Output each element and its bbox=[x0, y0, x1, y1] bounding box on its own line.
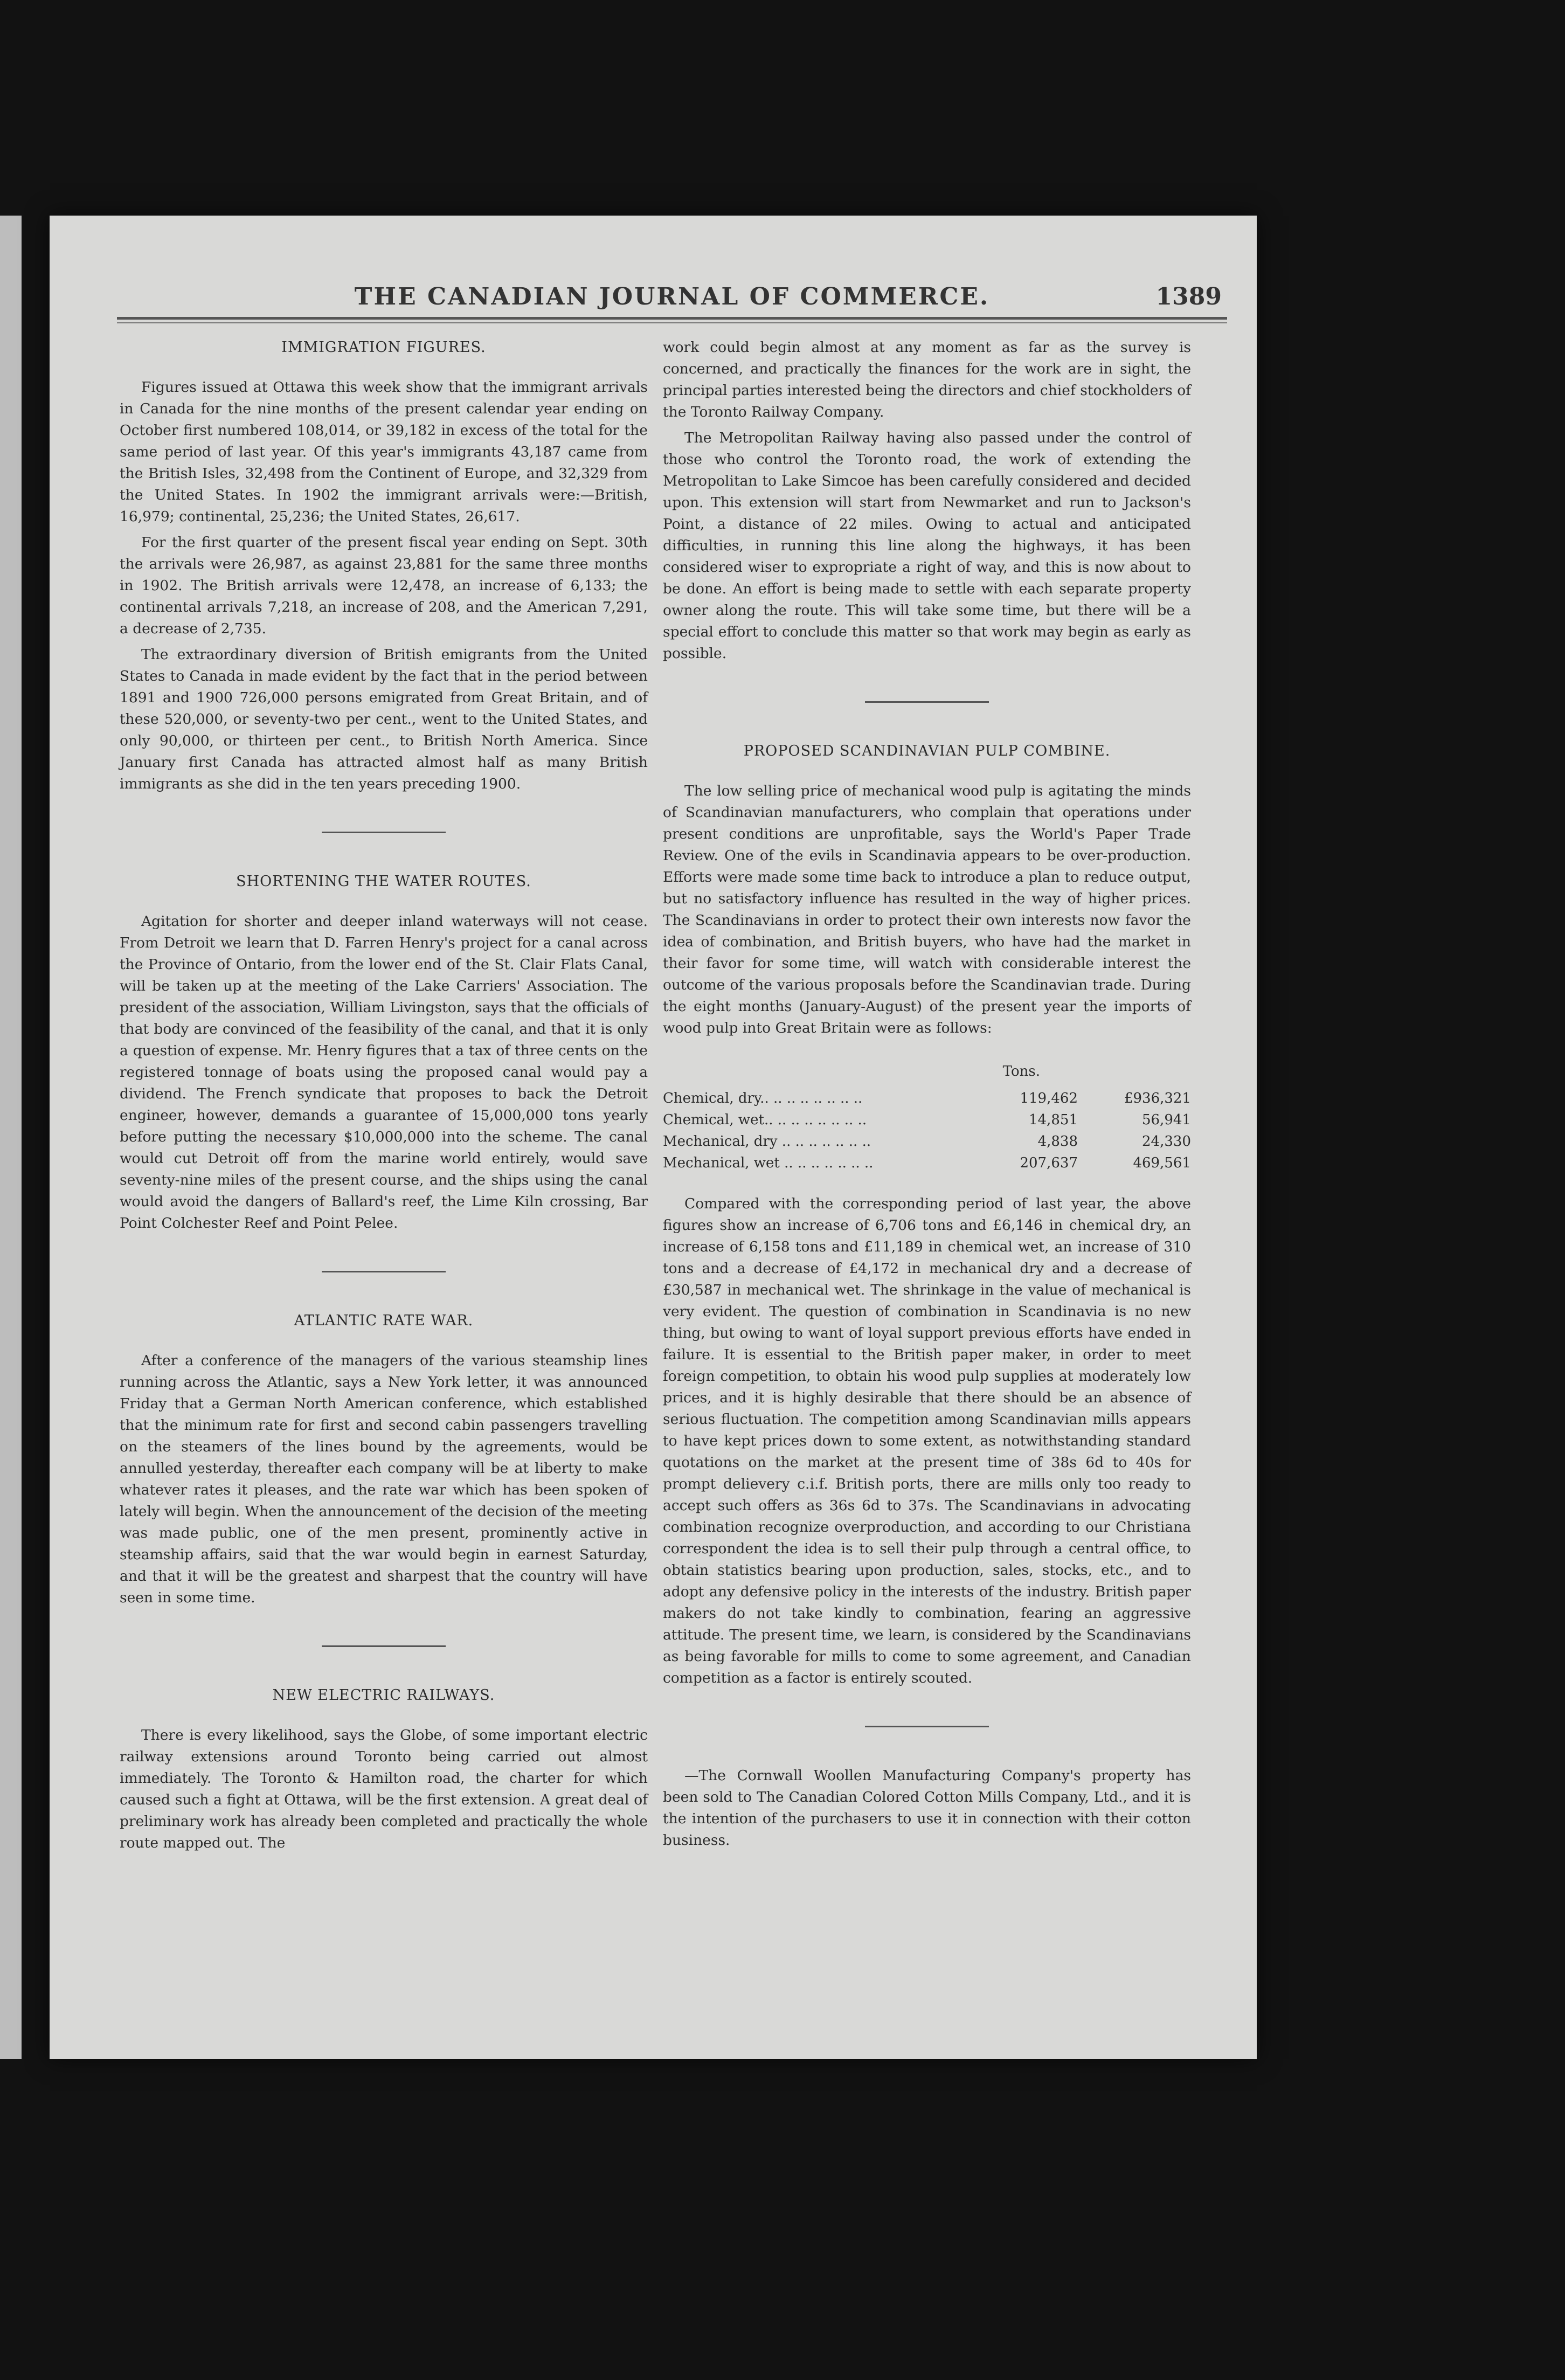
section-divider bbox=[865, 1726, 989, 1727]
left-column bbox=[120, 337, 648, 1854]
pulp-imports-table bbox=[663, 1088, 1191, 1174]
article-paragraph: Agitation for shorter and deeper inland waterways will not cease. From Detroit we learn that D. Farren Henry's project for a canal across the Province of Ontario, from the lower end of the St. Clair Flats Canal, will be taken up at the meeting of the Lake Carriers' Association. The president of the association, William Livingston, says that the officials of that body are convinced of the feasibility of the canal, and that it is only a question of expense. Mr. Henry figures that a tax of three cents on the registered tonnage of boats using the proposed canal would pay a dividend. The French syndicate that proposes to back the Detroit engineer, however, demands a guarantee of 15,000,000 tons yearly before putting the necessary $10,000,000 into the scheme. The canal would cut Detroit off from the marine world entirely, would save seventy-nine miles of the present course, and the ships using the canal would avoid the dangers of Ballard's reef, the Lime Kiln crossing, Bar Point Colchester Reef and Point Pelee. bbox=[120, 913, 648, 1231]
row-label: Mechanical, dry .. .. .. .. .. .. .. bbox=[663, 1133, 871, 1150]
right-column bbox=[663, 337, 1191, 1851]
section-title-atlantic: ATLANTIC RATE WAR. bbox=[294, 1312, 474, 1329]
row-label: Chemical, dry.. .. .. .. .. .. .. .. bbox=[663, 1090, 863, 1106]
table-row bbox=[663, 1131, 1191, 1152]
row-tons: 14,851 bbox=[1029, 1112, 1078, 1128]
article-paragraph: The Metropolitan Railway having also passed under the control of those who control the Toronto road, the work of extending the Metropolitan to Lake Simcoe has been carefully considered and decided upon. This extension will start from Newmarket and run to Jackson's Point, a distance of 22 miles. Owing to actual and anticipated difficulties, in running this line along the highways, it has been considered wiser to expropriate a right of way, and this is now about to be done. An effort is being made to settle with each separate property owner along the route. This will take some time, but there will be a special effort to conclude this matter so that work may begin as early as possible. bbox=[663, 430, 1191, 662]
page-number: 1389 bbox=[1155, 283, 1222, 310]
article-paragraph: There is every likelihood, says the Globe, of some important electric railway extensions around Toronto being carried out almost immediately. The Toronto & Hamilton road, the charter for which caused such a fight at Ottawa, will be the first extension. A great deal of preliminary work has already been completed and practically the whole route mapped out. The bbox=[120, 1727, 648, 1851]
article-paragraph: For the first quarter of the present fiscal year ending on Sept. 30th the arrivals were 26,987, as against 23,881 for the same three months in 1902. The British arrivals were 12,478, an increase of 6,133; the continental arrivals 7,218, an increase of 208, and the American 7,291, a decrease of 2,735. bbox=[120, 534, 648, 637]
article-paragraph: work could begin almost at any moment as far as the survey is concerned, and practically the finances for the work are in sight, the principal parties interested being the directors and chief stockholders of the Toronto Railway Company. bbox=[663, 339, 1191, 420]
row-value: 24,330 bbox=[1142, 1133, 1191, 1150]
page-header bbox=[122, 283, 1222, 315]
section-title-electric: NEW ELECTRIC RAILWAYS. bbox=[272, 1687, 495, 1704]
article-paragraph: Figures issued at Ottawa this week show that the immigrant arrivals in Canada for the nine months of the present calendar year ending on October first numbered 108,014, or 39,182 in excess of the total for the same period of last year. Of this year's immigrants 43,187 came from the British Isles, 32,498 from the Continent of Europe, and 32,329 from the United States. In 1902 the immigrant arrivals were:—British, 16,979; continental, 25,236; the United States, 26,617. bbox=[120, 379, 648, 525]
row-label: Chemical, wet.. .. .. .. .. .. .. .. bbox=[663, 1112, 867, 1128]
header-rule bbox=[117, 317, 1227, 320]
news-notice: —The Cornwall Woollen Manufacturing Company's property has been sold to The Canadian Colored Cotton Mills Company, Ltd., and it is the intention of the purchasers to use it in connection with their cotton business. bbox=[663, 1767, 1191, 1849]
section-divider bbox=[865, 701, 989, 703]
header-rule-thin bbox=[117, 322, 1227, 323]
row-tons: 207,637 bbox=[1020, 1155, 1078, 1171]
section-divider bbox=[322, 832, 446, 833]
row-value: 469,561 bbox=[1133, 1155, 1191, 1171]
table-header-tons: Tons. bbox=[1002, 1063, 1040, 1080]
section-divider bbox=[322, 1645, 446, 1647]
section-title-immigration: IMMIGRATION FIGURES. bbox=[281, 339, 486, 356]
table-row bbox=[663, 1109, 1191, 1131]
article-paragraph: The low selling price of mechanical wood pulp is agitating the minds of Scandinavian manufacturers, who complain that operations under present conditions are unprofitable, says the World's Paper Trade Review. One of the evils in Scandinavia appears to be over-production. Efforts were made some time back to introduce a plan to reduce output, but no satisfactory influence has resulted in the way of higher prices. The Scandinavians in order to protect their own interests now favor the idea of combination, and British buyers, who have had the market in their favor for some time, will watch with considerable interest the outcome of the various proposals before the Scandinavian trade. During the eight months (January-August) of the present year the imports of wood pulp into Great Britain were as follows: bbox=[663, 783, 1191, 1036]
newspaper-page bbox=[50, 216, 1257, 2059]
section-title-pulp: PROPOSED SCANDINAVIAN PULP COMBINE. bbox=[743, 743, 1111, 759]
section-title-water-routes: SHORTENING THE WATER ROUTES. bbox=[236, 873, 531, 890]
row-label: Mechanical, wet .. .. .. .. .. .. .. bbox=[663, 1155, 874, 1171]
row-value: 56,941 bbox=[1142, 1112, 1191, 1128]
section-divider bbox=[322, 1271, 446, 1272]
row-value: £936,321 bbox=[1124, 1090, 1191, 1106]
journal-title: THE CANADIAN JOURNAL OF COMMERCE. bbox=[354, 283, 990, 310]
table-row bbox=[663, 1088, 1191, 1109]
article-paragraph: The extraordinary diversion of British emigrants from the United States to Canada in made evident by the fact that in the period between 1891 and 1900 726,000 persons emigrated from Great Britain, and of these 520,000, or seventy-two per cent., went to the United States, and only 90,000, or thirteen per cent., to British North America. Since January first Canada has attracted almost half as many British immigrants as she did in the ten years preceding 1900. bbox=[120, 646, 648, 792]
table-row bbox=[663, 1152, 1191, 1174]
article-paragraph: Compared with the corresponding period of last year, the above figures show an increase of 6,706 tons and £6,146 in chemical dry, an increase of 6,158 tons and £11,189 in chemical wet, an increase of 310 tons and a decrease of £4,172 in mechanical dry and a decrease of £30,587 in mechanical wet. The shrinkage in the value of mechanical is very evident. The question of combination in Scandinavia is no new thing, but owing to want of loyal support previous efforts have ended in failure. It is essential to the British paper maker, in order to meet foreign competition, to obtain his wood pulp supplies at moderately low prices, and it is highly desirable that there should be an absence of serious fluctuation. The competition among Scandinavian mills appears to have kept prices down to some extent, as notwithstanding standard quotations on the market at the present time of 38s 6d to 40s for prompt delievery c.i.f. British ports, there are mills only too ready to accept such offers as 36s 6d to 37s. The Scandinavians in advocating combination recognize overproduction, and according to our Christiana correspondent the idea is to sell their pulp through a central office, to obtain statistics bearing upon production, sales, stocks, etc., and to adopt any defensive policy in the interests of the industry. British paper makers do not take kindly to combination, fearing an aggressive attitude. The present time, we learn, is considered by the Scandinavians as being favorable for mills to come to some agreement, and Canadian competition as a factor is entirely scouted. bbox=[663, 1195, 1191, 1686]
adjacent-page-edge bbox=[0, 216, 22, 2059]
row-tons: 119,462 bbox=[1020, 1090, 1078, 1106]
article-paragraph: After a conference of the managers of the various steamship lines running across the Atlantic, says a New York letter, it was announced Friday that a German North American conference, which established that the minimum rate for first and second cabin passengers travelling on the steamers of the lines bound by the agreements, would be annulled yesterday, thereafter each company will be at liberty to make whatever rates it pleases, and the rate war which has been spoken of lately will begin. When the announcement of the decision of the meeting was made public, one of the men present, prominently active in steamship affairs, said that the war would begin in earnest Saturday, and that it will be the greatest and sharpest that the country will have seen in some time. bbox=[120, 1352, 648, 1606]
row-tons: 4,838 bbox=[1037, 1133, 1078, 1150]
